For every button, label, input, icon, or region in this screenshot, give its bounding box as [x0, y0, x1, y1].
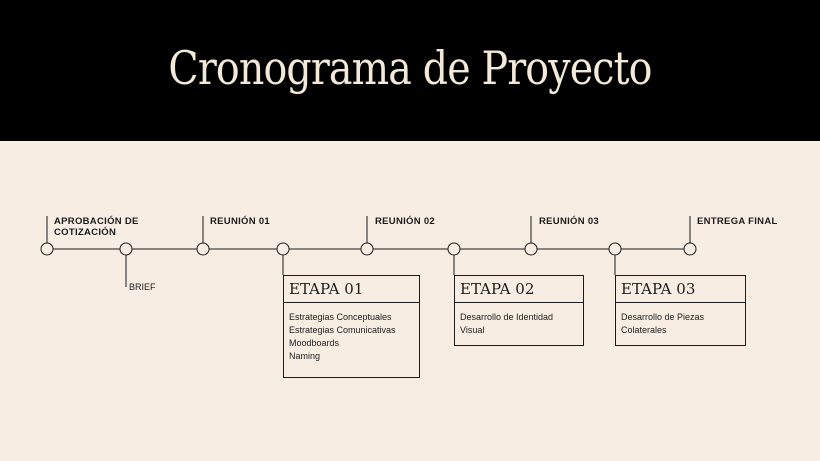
stage-items — [284, 303, 419, 363]
node-etapa1 — [277, 243, 289, 255]
node-reunion3 — [525, 243, 537, 255]
stage-item: Naming — [289, 351, 321, 361]
stage-box-etapa-02 — [454, 275, 584, 346]
stage-items — [455, 303, 583, 337]
stage-item: Desarrollo de Identidad — [460, 312, 554, 322]
stage-item: Moodboards — [289, 338, 340, 348]
stage-title: ETAPA 02 — [455, 276, 583, 303]
stage-item: Colaterales — [621, 325, 667, 335]
milestone-reunion1: REUNIÓN 01 — [210, 216, 271, 227]
stage-item: Estrategias Comunicativas — [289, 325, 396, 335]
stage-item: Visual — [460, 325, 485, 335]
stage-box-etapa-01 — [283, 275, 420, 378]
stage-title: ETAPA 01 — [284, 276, 419, 303]
stage-item: Desarrollo de Piezas — [621, 312, 705, 322]
milestone-brief: BRIEF — [129, 282, 156, 292]
node-brief — [120, 243, 132, 255]
node-etapa3 — [609, 243, 621, 255]
stage-title: ETAPA 03 — [616, 276, 745, 303]
stage-box-etapa-03 — [615, 275, 746, 346]
node-reunion2 — [361, 243, 373, 255]
stage-item: Estrategias Conceptuales — [289, 312, 392, 322]
node-aprobacion — [41, 243, 53, 255]
milestone-entrega: ENTREGA FINAL — [697, 216, 778, 227]
milestone-aprobacion: APROBACIÓN DE COTIZACIÓN — [54, 216, 139, 238]
node-reunion1 — [197, 243, 209, 255]
page-title: Cronograma de Proyecto — [168, 41, 652, 95]
node-etapa2 — [448, 243, 460, 255]
milestone-reunion3: REUNIÓN 03 — [539, 216, 600, 227]
node-entrega — [684, 243, 696, 255]
stage-items — [616, 303, 745, 337]
milestone-reunion2: REUNIÓN 02 — [375, 216, 436, 227]
